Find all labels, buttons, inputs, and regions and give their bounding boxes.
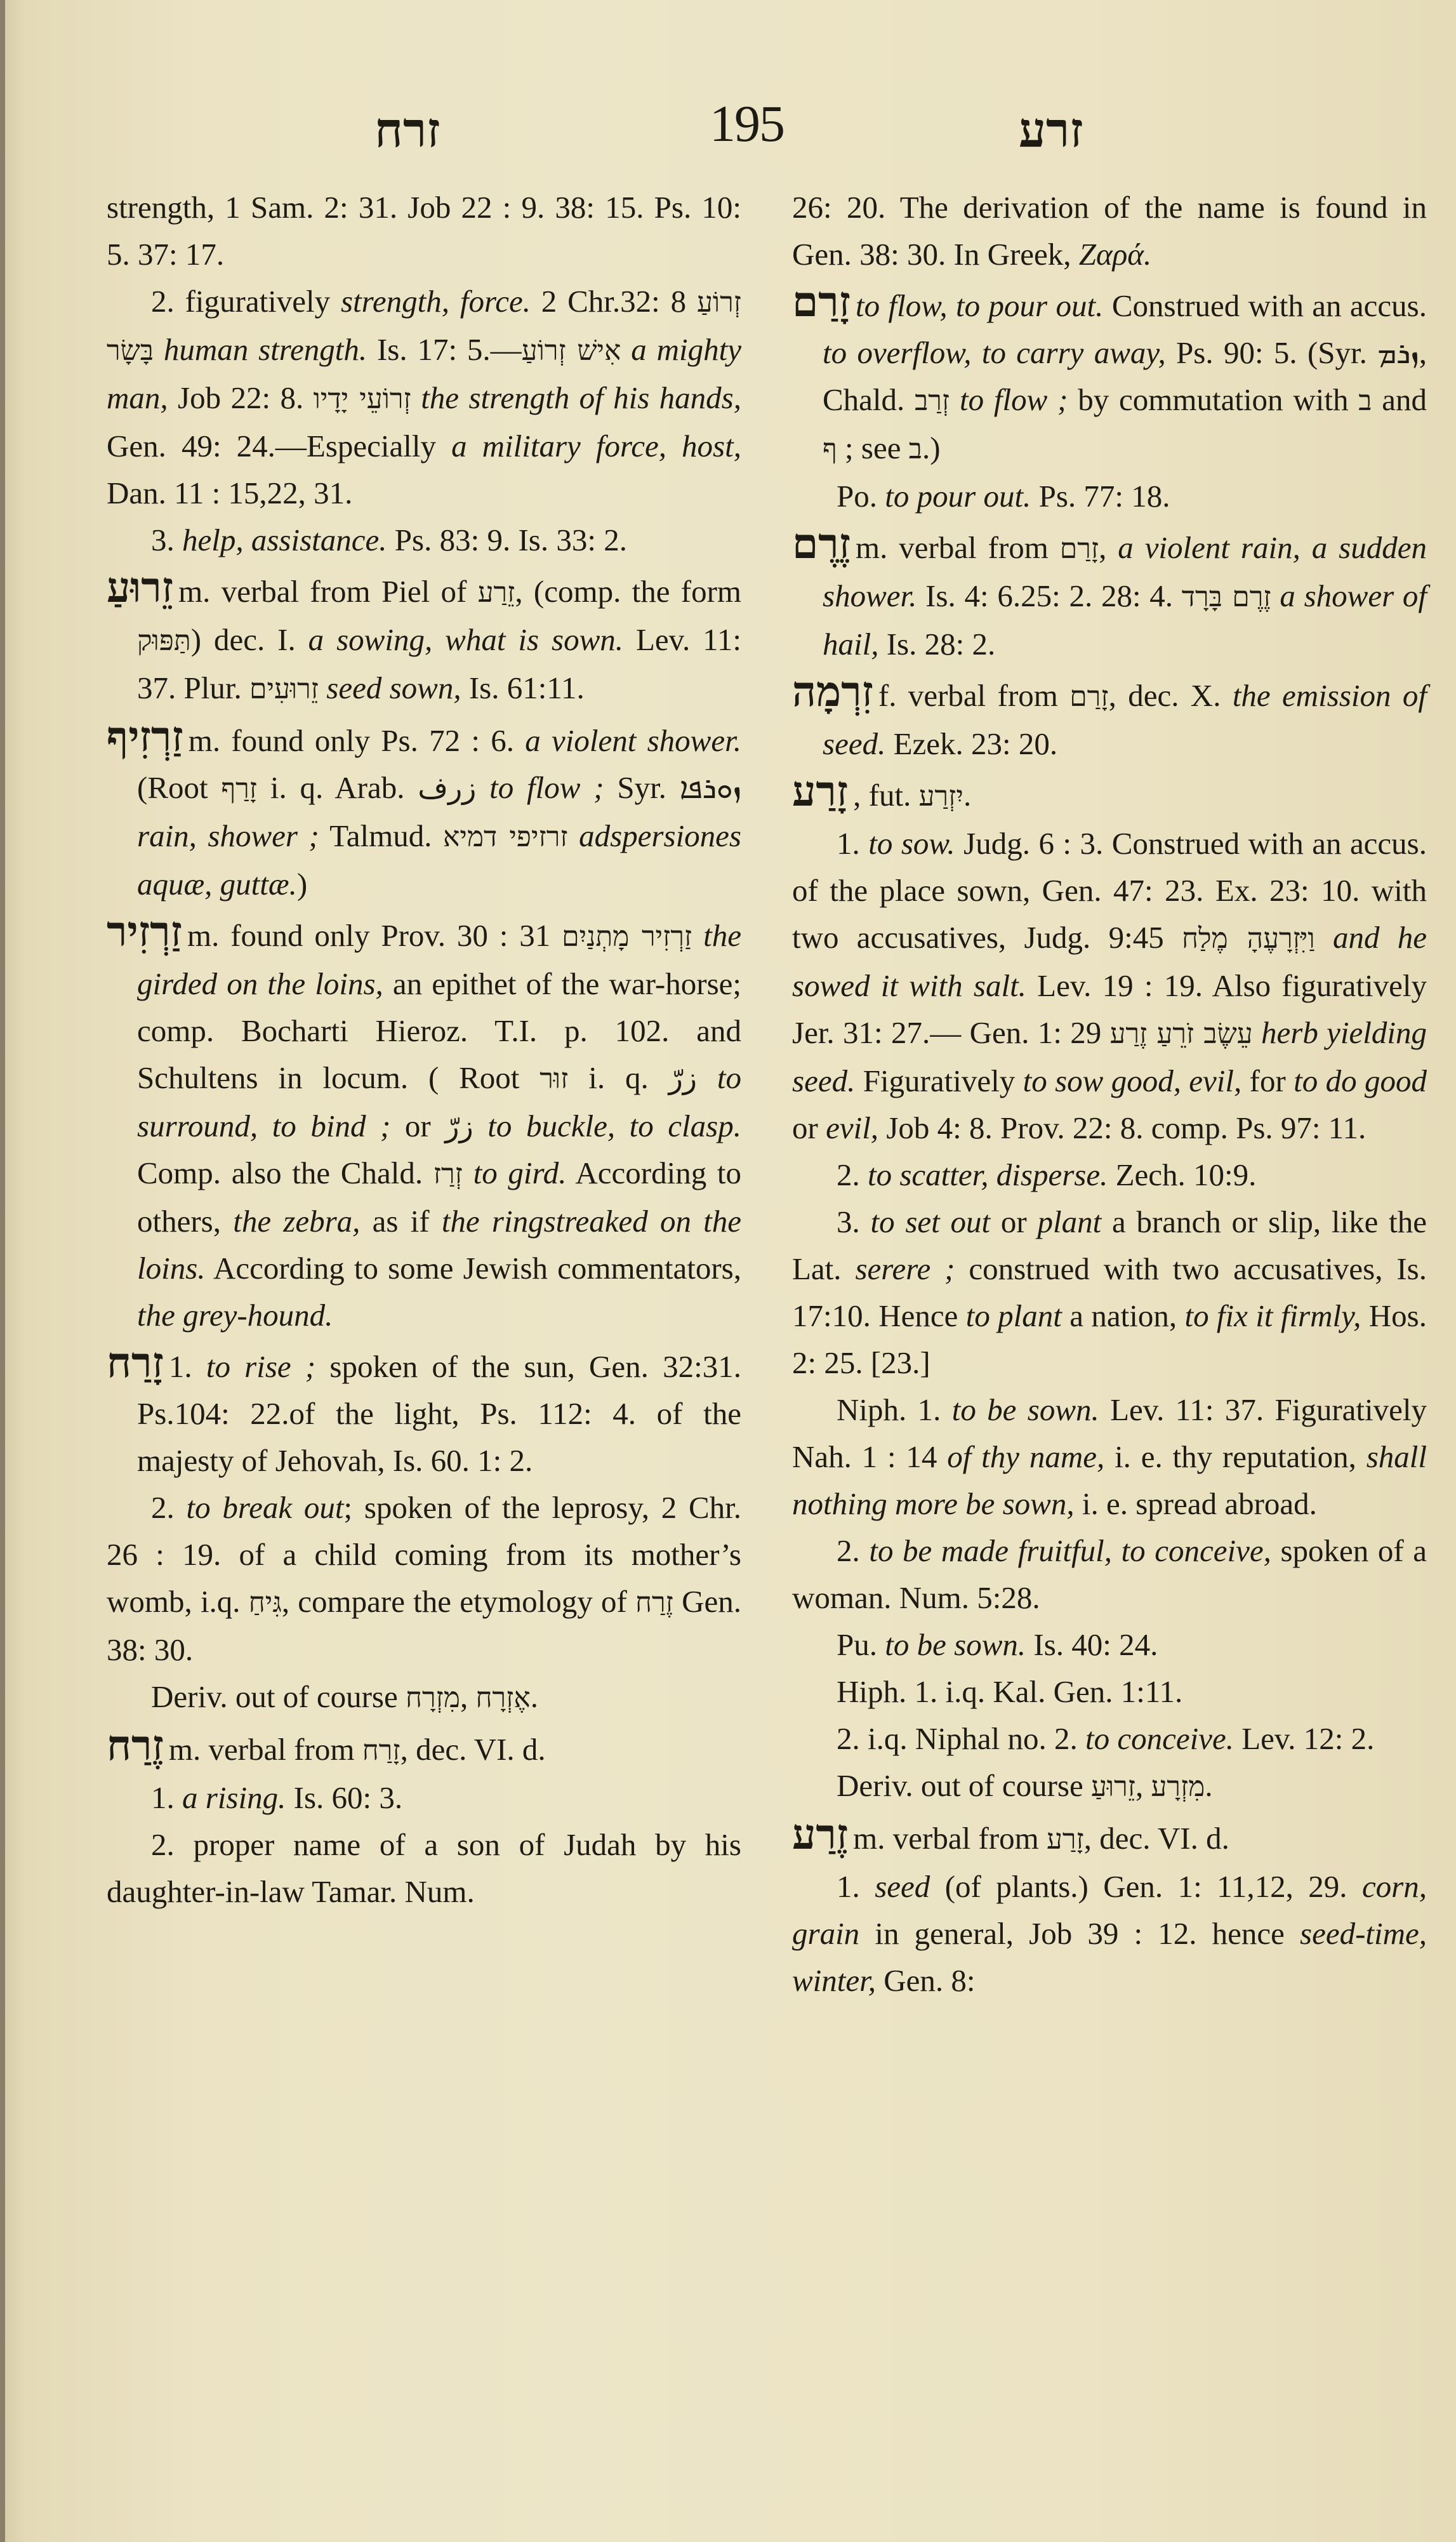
hebrew-word: מִזְרָע xyxy=(1151,1771,1205,1803)
text-run: (Root xyxy=(137,770,222,805)
italic-gloss: to surround, to bind ; xyxy=(137,1060,741,1143)
italic-gloss: a sowing, what is sown. xyxy=(308,622,624,657)
hebrew-word: זֶרֶם בָּרָד xyxy=(1181,581,1271,613)
hebrew-word: זֵרַע xyxy=(477,576,515,609)
entry-paragraph xyxy=(107,278,741,517)
hebrew-word: זָרַם xyxy=(1069,681,1109,713)
text-run: Ps. 83: 9. Is. 33: 2. xyxy=(387,522,627,557)
headword: זָרַם xyxy=(792,277,851,326)
text-run: Lev. 19 : 19. Also figuratively Jer. 31: 27.— Gen. 1: 29 xyxy=(792,968,1427,1050)
italic-gloss: to flow, to pour out. xyxy=(856,288,1104,323)
headword: זָרַח xyxy=(107,1338,164,1387)
text-run: or xyxy=(390,1108,446,1143)
text-run: Zech. 10:9. xyxy=(1108,1157,1257,1192)
entry-paragraph xyxy=(792,1762,1427,1811)
text-run: ; spoken of the leprosy, 2 Chr. 26 : 19. of a child coming from its mother’s womb, i.q. xyxy=(107,1490,741,1619)
text-run: f. verbal from xyxy=(878,678,1070,713)
hebrew-word: זֵרוּעַ xyxy=(1090,1771,1135,1803)
headword: זֶרַח xyxy=(107,1720,164,1770)
hebrew-word: זֶרַח xyxy=(635,1587,673,1619)
italic-gloss: to plant xyxy=(965,1298,1062,1333)
cognate-word: زرّ xyxy=(668,1061,698,1095)
hebrew-word: אֶזְרָח xyxy=(475,1682,531,1714)
text-run: Construed with an accus. xyxy=(1103,288,1427,323)
italic-gloss: rain, shower ; xyxy=(137,818,319,853)
italic-gloss: to do good xyxy=(1294,1063,1427,1098)
italic-gloss: a rising. xyxy=(182,1780,286,1815)
text-run: Ps. 90: 5. (Syr. xyxy=(1165,335,1378,370)
text-run: as if xyxy=(360,1204,442,1239)
text-run: 1. xyxy=(837,1869,875,1904)
text-run: m. verbal from Piel of xyxy=(178,574,478,609)
italic-gloss: a violent shower. xyxy=(525,723,741,758)
text-run: Ps. 77: 18. xyxy=(1031,479,1170,514)
text-run: 2 Chr.32: 8 xyxy=(530,284,697,319)
text-run: , dec. VI. d. xyxy=(400,1732,546,1767)
italic-gloss: to sow. xyxy=(868,826,955,861)
headword: זָרַע xyxy=(792,766,849,816)
text-run: or xyxy=(792,1110,826,1145)
text-run: ; see xyxy=(837,430,909,465)
entry-paragraph xyxy=(792,1668,1427,1715)
italic-gloss: Ζαρά. xyxy=(1078,237,1152,272)
text-run: Syr. xyxy=(604,770,680,805)
hebrew-word: זָרַח xyxy=(362,1734,400,1767)
text-run: Deriv. out of course xyxy=(837,1768,1091,1803)
italic-gloss: evil, xyxy=(826,1110,879,1145)
text-run: Gen. 49: 24.—Especially xyxy=(107,429,452,463)
hebrew-word: זרזיפי דמיא xyxy=(443,821,568,853)
text-run: by commutation with xyxy=(1068,382,1359,417)
text-run: 1. xyxy=(168,1349,206,1384)
italic-gloss: herb yielding seed. xyxy=(792,1015,1427,1098)
text-run: i. e. spread abroad. xyxy=(1074,1486,1317,1521)
italic-gloss: to sow good, evil, xyxy=(1023,1063,1242,1098)
hebrew-word: וַיִּזְרָעֶהָ מֶלַח xyxy=(1182,922,1315,955)
text-run: , (comp. the form xyxy=(515,574,741,609)
text-run: m. found only Prov. 30 : 31 xyxy=(187,918,562,953)
right-column xyxy=(792,184,1427,2004)
entry-paragraph xyxy=(107,184,741,278)
italic-gloss: a shower of hail, xyxy=(823,578,1427,662)
italic-gloss: the zebra, xyxy=(233,1204,361,1239)
italic-gloss: the emission of seed. xyxy=(823,678,1427,761)
text-run: Is. 60: 3. xyxy=(286,1780,403,1815)
text-run: (of plants.) Gen. 1: 11,12, 29. xyxy=(930,1869,1362,1904)
page-number: 195 xyxy=(710,95,784,152)
italic-gloss: to gird. xyxy=(462,1155,567,1190)
hebrew-word: ב xyxy=(1358,385,1372,417)
entry-paragraph xyxy=(107,1774,741,1821)
text-run: 26: 20. The derivation of the name is found in Gen. 38: 30. In Greek, xyxy=(792,190,1427,272)
text-run: Is. 28: 2. xyxy=(878,627,996,662)
text-run: spoken of a woman. Num. 5:28. xyxy=(792,1533,1427,1615)
italic-gloss: strength, force. xyxy=(340,284,531,319)
text-run: , Chald. xyxy=(823,335,1427,417)
dictionary-entry xyxy=(107,1339,741,1484)
italic-gloss: seed xyxy=(875,1869,930,1904)
text-run: Lev. 11: 37. Figuratively Nah. 1 : 14 xyxy=(792,1392,1427,1474)
text-run: 2. i.q. Niphal no. 2. xyxy=(837,1721,1085,1756)
text-run: Comp. also the Chald. xyxy=(137,1155,433,1190)
entry-paragraph xyxy=(107,1821,741,1915)
text-run: According to some Jewish commentators, xyxy=(205,1251,741,1286)
entry-paragraph xyxy=(792,1527,1427,1621)
italic-gloss: and he sowed it with salt. xyxy=(792,920,1427,1003)
text-run: Lev. 11: 37. Plur. xyxy=(137,622,741,705)
text-run: Po. xyxy=(837,479,885,514)
text-run: , xyxy=(1135,1768,1151,1803)
hebrew-word: ב xyxy=(908,433,922,465)
entry-paragraph xyxy=(792,1152,1427,1199)
dictionary-entry xyxy=(107,1722,741,1774)
text-run: 2. xyxy=(151,1490,187,1525)
running-header xyxy=(0,89,1456,159)
hebrew-word: זְרוֹעַ בָּשָׂר xyxy=(107,286,741,367)
italic-gloss: of thy name, xyxy=(947,1439,1105,1474)
italic-gloss: seed sown, xyxy=(319,670,461,705)
text-run: Gen. 8: xyxy=(876,1963,976,1998)
entry-paragraph xyxy=(792,473,1427,520)
italic-gloss: a violent rain, a sudden shower. xyxy=(823,530,1427,613)
text-run: 3. xyxy=(151,522,182,557)
hebrew-word: יִזְרַע xyxy=(918,780,963,813)
text-run: i. q. xyxy=(568,1060,669,1095)
text-run: 2. proper name of a son of Judah by his daughter-in-law Tamar. Num. xyxy=(107,1827,741,1909)
dictionary-entry xyxy=(792,278,1427,473)
text-run: Lev. 12: 2. xyxy=(1233,1721,1375,1756)
headword: זִרְמָה xyxy=(792,667,873,716)
headword: זֶרַע xyxy=(792,1809,849,1859)
italic-gloss: seed-time, winter, xyxy=(792,1916,1427,1998)
italic-gloss: to break out xyxy=(186,1490,344,1525)
text-run: m. verbal from xyxy=(853,1821,1047,1856)
hebrew-word: תַּפּוּק xyxy=(137,625,191,657)
text-run: spoken of the sun, Gen. 32:31. Ps.104: 22.of the light, Ps. 112: 4. of the majesty of Jehovah, Is. 60. 1: 2. xyxy=(137,1349,741,1478)
text-run: ) xyxy=(296,867,308,902)
text-run: 1. xyxy=(837,826,869,861)
text-run: a nation, xyxy=(1061,1298,1185,1333)
text-run: in general, Job 39 : 12. hence xyxy=(859,1916,1300,1951)
text-run: Judg. 6 : 3. Construed with an accus. of the place sown, Gen. 47: 23. Ex. 23: 10. with two accusatives, Judg. 9:45 xyxy=(792,826,1427,955)
italic-gloss: to be made fruitful, to conceive, xyxy=(869,1533,1271,1568)
hebrew-word: זוּר xyxy=(539,1063,569,1095)
italic-gloss: to overflow, to carry away, xyxy=(823,335,1166,370)
hebrew-word: זָרַם xyxy=(1059,533,1099,565)
entry-paragraph xyxy=(792,1199,1427,1387)
italic-gloss: a mighty man, xyxy=(107,332,741,415)
hebrew-word: זָרַע xyxy=(1046,1823,1084,1856)
entry-paragraph xyxy=(792,1621,1427,1668)
text-run: construed with two accusatives, Is. 17:10. Hence xyxy=(792,1251,1427,1333)
cognate-word: ܙܪܡ xyxy=(1377,336,1419,370)
dictionary-entry xyxy=(107,713,741,908)
entry-paragraph xyxy=(107,517,741,564)
text-run: , xyxy=(1099,530,1118,565)
entry-paragraph xyxy=(792,1863,1427,2004)
text-run: Talmud. xyxy=(319,818,443,853)
text-run: for xyxy=(1241,1063,1294,1098)
italic-gloss: to scatter, disperse. xyxy=(868,1157,1108,1192)
text-run: .) xyxy=(922,430,941,465)
text-run: i. e. thy reputation, xyxy=(1104,1439,1367,1474)
italic-gloss: the strength of his hands, xyxy=(411,380,741,415)
entry-paragraph xyxy=(792,820,1427,1152)
hebrew-word: עֵשֶׂב זֹרֵעַ זֶרַע xyxy=(1109,1018,1253,1050)
text-run: Deriv. out of course xyxy=(151,1679,406,1714)
headword: זַרְזִיף xyxy=(107,712,183,761)
entry-paragraph xyxy=(792,1387,1427,1527)
italic-gloss: to buckle, to clasp. xyxy=(473,1108,741,1143)
cognate-word: زرف xyxy=(418,771,477,805)
right-running-headword: זרע xyxy=(1019,102,1083,158)
headword: זֵרוּעַ xyxy=(107,562,174,612)
italic-gloss: to be sown. xyxy=(951,1392,1099,1427)
text-run: m. verbal from xyxy=(856,530,1060,565)
hebrew-word: זְרַב xyxy=(915,385,950,417)
text-run: an epithet of the war-horse; comp. Bocharti Hieroz. T.I. p. 102. and Schultens in locum. ( Root xyxy=(137,966,741,1095)
text-run: , dec. VI. d. xyxy=(1083,1821,1229,1856)
entry-paragraph xyxy=(792,1715,1427,1762)
entry-paragraph xyxy=(792,184,1427,278)
text-run: Is. 17: 5.— xyxy=(367,332,522,367)
cognate-word: زرّ xyxy=(445,1109,473,1143)
text-run: Pu. xyxy=(837,1627,885,1662)
italic-gloss: to rise ; xyxy=(206,1349,316,1384)
text-run: 1. xyxy=(151,1780,182,1815)
text-run: , dec. X. xyxy=(1108,678,1233,713)
text-run: m. verbal from xyxy=(168,1732,362,1767)
text-run: Hos. 2: 25. [23.] xyxy=(792,1298,1427,1380)
hebrew-word: זָרַף xyxy=(221,773,258,805)
italic-gloss: to fix it firmly, xyxy=(1184,1298,1361,1333)
text-run: and xyxy=(1372,382,1427,417)
text-run: Is. 4: 6.25: 2. 28: 4. xyxy=(917,578,1182,613)
text-run: , fut. xyxy=(853,778,919,813)
text-run: 2. xyxy=(837,1157,868,1192)
italic-gloss: to flow ; xyxy=(950,382,1068,417)
text-run: 2. figuratively xyxy=(151,284,341,319)
hebrew-word: ף xyxy=(823,433,837,465)
text-run: Niph. 1. xyxy=(837,1392,952,1427)
text-run: Is. 61:11. xyxy=(461,670,585,705)
hebrew-word: גִּיחַ xyxy=(248,1587,282,1619)
text-run: Job 22: 8. xyxy=(168,380,314,415)
text-run: According to others, xyxy=(137,1155,742,1239)
italic-gloss: the girded on the loins, xyxy=(137,918,742,1001)
hebrew-word: זְרוֹעֵי יָדָיו xyxy=(313,383,411,415)
left-column xyxy=(107,184,741,1915)
text-run: m. found only Ps. 72 : 6. xyxy=(188,723,526,758)
italic-gloss: the ringstreaked on the loins. xyxy=(137,1204,742,1286)
text-run: . xyxy=(1205,1768,1213,1803)
text-run: a branch or slip, like the Lat. xyxy=(792,1204,1427,1286)
text-run: Job 4: 8. Prov. 22: 8. comp. Ps. 97: 11. xyxy=(878,1110,1367,1145)
italic-gloss: a military force, host, xyxy=(451,429,741,463)
text-run: Hiph. 1. i.q. Kal. Gen. 1:11. xyxy=(837,1674,1183,1709)
hebrew-word: מִזְרָח xyxy=(405,1682,460,1714)
left-running-headword: זרח xyxy=(374,102,440,158)
dictionary-entry xyxy=(792,668,1427,768)
hebrew-word: זֵרוּעִים xyxy=(249,673,319,705)
entry-paragraph xyxy=(107,1674,741,1722)
dictionary-entry xyxy=(792,520,1427,668)
hebrew-word: זַרְזִיר מָתְנַיִם xyxy=(562,921,692,953)
italic-gloss: help, assistance. xyxy=(182,522,387,557)
dictionary-entry xyxy=(792,1811,1427,1863)
dictionary-entry xyxy=(792,768,1427,820)
text-run: , compare the etymology of xyxy=(281,1584,635,1619)
italic-gloss: the grey-hound. xyxy=(137,1298,333,1333)
italic-gloss: adspersiones aquæ, guttæ. xyxy=(137,818,741,902)
text-run: or xyxy=(990,1204,1038,1239)
headword: זֶרֶם xyxy=(792,519,851,568)
hebrew-word: זְרַז xyxy=(433,1158,463,1190)
text-run: 3. xyxy=(837,1204,871,1239)
dictionary-entry xyxy=(107,908,741,1339)
dictionary-entry xyxy=(107,564,741,713)
text-run: . xyxy=(963,778,972,813)
text-run: Dan. 11 : 15,22, 31. xyxy=(107,476,353,510)
italic-gloss: serere ; xyxy=(855,1251,955,1286)
italic-gloss: human strength. xyxy=(153,332,367,367)
text-run: Gen. 38: 30. xyxy=(107,1584,741,1667)
italic-gloss: to pour out. xyxy=(885,479,1031,514)
hebrew-word: אִישׁ זְרוֹעַ xyxy=(521,335,621,367)
italic-gloss: to flow ; xyxy=(476,770,604,805)
text-run: 2. xyxy=(837,1533,870,1568)
italic-gloss: to be sown. xyxy=(885,1627,1026,1662)
text-run: i. q. Arab. xyxy=(257,770,418,805)
text-run: . xyxy=(530,1679,539,1714)
italic-gloss: corn, grain xyxy=(792,1869,1427,1951)
italic-gloss: plant xyxy=(1037,1204,1102,1239)
text-run: Figuratively xyxy=(855,1063,1023,1098)
text-run: strength, 1 Sam. 2: 31. Job 22 : 9. 38: 15. Ps. 10: 5. 37: 17. xyxy=(107,190,741,272)
text-run: Is. 40: 24. xyxy=(1026,1627,1158,1662)
cognate-word: ܙܘܪܦܐ xyxy=(679,771,741,805)
headword: זַרְזִיר xyxy=(107,907,182,956)
text-run: Ezek. 23: 20. xyxy=(885,726,1058,761)
text-run: , xyxy=(460,1679,476,1714)
entry-paragraph xyxy=(107,1484,741,1674)
italic-gloss: shall nothing more be sown, xyxy=(792,1439,1427,1521)
italic-gloss: to conceive. xyxy=(1085,1721,1234,1756)
text-run: ) dec. I. xyxy=(190,622,308,657)
italic-gloss: to set out xyxy=(870,1204,991,1239)
